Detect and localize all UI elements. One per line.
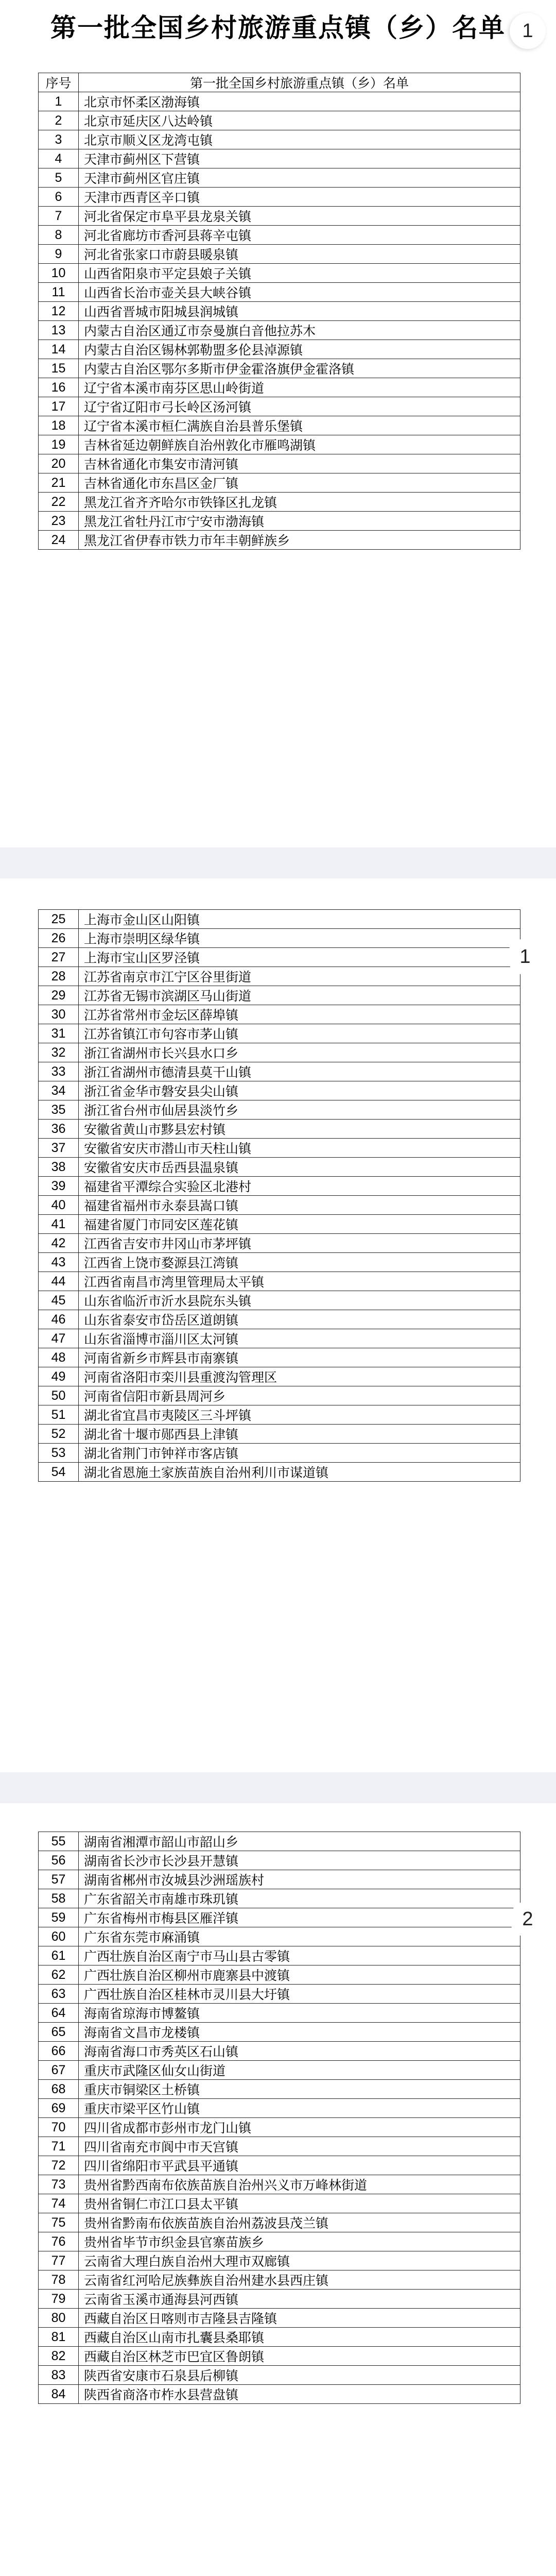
table-row <box>39 2347 520 2366</box>
row-number: 22 <box>39 493 79 512</box>
row-number: 16 <box>39 378 79 397</box>
table-row <box>39 1272 520 1291</box>
town-name: 湖北省宜昌市夷陵区三斗坪镇 <box>79 1405 520 1425</box>
table-row <box>39 1348 520 1367</box>
table-row <box>39 1927 520 1946</box>
table-row <box>39 1329 520 1348</box>
row-number: 30 <box>39 1005 79 1024</box>
table-row <box>39 321 520 340</box>
table-row <box>39 2175 520 2194</box>
table-row <box>39 2290 520 2309</box>
town-name: 陕西省安康市石泉县后柳镇 <box>79 2366 520 2385</box>
row-number: 24 <box>39 531 79 550</box>
town-name: 山东省淄博市淄川区太河镇 <box>79 1329 520 1348</box>
table-row <box>39 512 520 531</box>
town-name: 江西省吉安市井冈山市茅坪镇 <box>79 1234 520 1253</box>
town-name: 内蒙古自治区通辽市奈曼旗白音他拉苏木 <box>79 321 520 340</box>
table-row <box>39 1177 520 1196</box>
town-name: 贵州省毕节市织金县官寨苗族乡 <box>79 2232 520 2251</box>
table-row <box>39 359 520 378</box>
table-row <box>39 1253 520 1272</box>
town-name: 辽宁省辽阳市弓长岭区汤河镇 <box>79 397 520 416</box>
table-row <box>39 1851 520 1870</box>
table-row <box>39 1425 520 1444</box>
town-name: 北京市顺义区龙湾屯镇 <box>79 130 520 149</box>
row-number: 36 <box>39 1120 79 1139</box>
row-number: 79 <box>39 2290 79 2309</box>
row-number: 82 <box>39 2347 79 2366</box>
row-number: 67 <box>39 2061 79 2080</box>
town-name: 安徽省安庆市潜山市天柱山镇 <box>79 1139 520 1158</box>
row-number: 65 <box>39 2023 79 2042</box>
table-row <box>39 188 520 207</box>
town-name: 湖北省十堰市郧西县上津镇 <box>79 1425 520 1444</box>
row-number: 26 <box>39 929 79 948</box>
table-row <box>39 1215 520 1234</box>
row-number: 70 <box>39 2118 79 2137</box>
town-name: 广西壮族自治区柳州市鹿寨县中渡镇 <box>79 1965 520 1985</box>
document-page-1 <box>0 0 556 848</box>
row-number: 78 <box>39 2270 79 2290</box>
town-name: 湖北省恩施土家族苗族自治州利川市谋道镇 <box>79 1463 520 1482</box>
row-number: 69 <box>39 2099 79 2118</box>
row-number: 83 <box>39 2366 79 2385</box>
table-row <box>39 2270 520 2290</box>
row-number: 4 <box>39 149 79 168</box>
table-row <box>39 454 520 473</box>
town-name: 贵州省黔西南布依族苗族自治州兴义市万峰林街道 <box>79 2175 520 2194</box>
row-number: 58 <box>39 1889 79 1908</box>
town-name: 北京市延庆区八达岭镇 <box>79 111 520 130</box>
table-row <box>39 1291 520 1310</box>
town-name: 福建省平潭综合实验区北港村 <box>79 1177 520 1196</box>
table-row <box>39 2099 520 2118</box>
document-page-3 <box>0 1803 556 2576</box>
town-name: 山东省泰安市岱岳区道朗镇 <box>79 1310 520 1329</box>
town-name: 河南省信阳市新县周河乡 <box>79 1386 520 1405</box>
table-row <box>39 910 520 929</box>
table-row <box>39 948 520 967</box>
town-name: 广东省东莞市麻涌镇 <box>79 1927 520 1946</box>
row-number: 43 <box>39 1253 79 1272</box>
row-number: 7 <box>39 207 79 226</box>
row-number: 52 <box>39 1425 79 1444</box>
row-number: 34 <box>39 1081 79 1100</box>
town-name: 上海市金山区山阳镇 <box>79 910 520 929</box>
town-name: 广东省韶关市南雄市珠玑镇 <box>79 1889 520 1908</box>
row-number: 54 <box>39 1463 79 1482</box>
town-name: 吉林省通化市东昌区金厂镇 <box>79 473 520 493</box>
row-number: 61 <box>39 1946 79 1965</box>
town-name: 安徽省安庆市岳西县温泉镇 <box>79 1158 520 1177</box>
row-number: 35 <box>39 1100 79 1120</box>
town-name: 辽宁省本溪市桓仁满族自治县普乐堡镇 <box>79 416 520 435</box>
town-name: 云南省红河哈尼族彝族自治州建水县西庄镇 <box>79 2270 520 2290</box>
table-row <box>39 130 520 149</box>
row-number: 31 <box>39 1024 79 1043</box>
row-number: 41 <box>39 1215 79 1234</box>
town-name: 内蒙古自治区锡林郭勒盟多伦县淖源镇 <box>79 340 520 359</box>
town-name: 重庆市武隆区仙女山街道 <box>79 2061 520 2080</box>
table-row <box>39 340 520 359</box>
row-number: 11 <box>39 283 79 302</box>
town-name: 黑龙江省牡丹江市宁安市渤海镇 <box>79 512 520 531</box>
row-number: 56 <box>39 1851 79 1870</box>
row-number: 10 <box>39 264 79 283</box>
table-row <box>39 1158 520 1177</box>
table-row <box>39 92 520 111</box>
row-number: 39 <box>39 1177 79 1196</box>
row-number: 45 <box>39 1291 79 1310</box>
town-name: 吉林省通化市集安市清河镇 <box>79 454 520 473</box>
town-name: 浙江省金华市磐安县尖山镇 <box>79 1081 520 1100</box>
town-name: 江苏省无锡市滨湖区马山街道 <box>79 986 520 1005</box>
table-header-row <box>39 73 520 92</box>
row-number: 59 <box>39 1908 79 1927</box>
header-name: 第一批全国乡村旅游重点镇（乡）名单 <box>79 73 520 92</box>
row-number: 25 <box>39 910 79 929</box>
table-row <box>39 2366 520 2385</box>
town-name: 四川省南充市阆中市天宫镇 <box>79 2137 520 2156</box>
table-row <box>39 1310 520 1329</box>
town-name: 江苏省镇江市句容市茅山镇 <box>79 1024 520 1043</box>
town-name: 黑龙江省伊春市铁力市年丰朝鲜族乡 <box>79 531 520 550</box>
town-name: 山东省临沂市沂水县院东头镇 <box>79 1291 520 1310</box>
town-name: 山西省晋城市阳城县润城镇 <box>79 302 520 321</box>
town-name: 河南省洛阳市栾川县重渡沟管理区 <box>79 1367 520 1386</box>
table-row <box>39 149 520 168</box>
table-row <box>39 2042 520 2061</box>
row-number: 40 <box>39 1196 79 1215</box>
town-name: 重庆市梁平区竹山镇 <box>79 2099 520 2118</box>
town-name: 贵州省铜仁市江口县太平镇 <box>79 2194 520 2213</box>
town-name: 海南省海口市秀英区石山镇 <box>79 2042 520 2061</box>
town-name: 内蒙古自治区鄂尔多斯市伊金霍洛旗伊金霍洛镇 <box>79 359 520 378</box>
table-row <box>39 378 520 397</box>
table-row <box>39 1100 520 1120</box>
table-row <box>39 302 520 321</box>
row-number: 77 <box>39 2251 79 2270</box>
town-name: 河北省张家口市蔚县暖泉镇 <box>79 245 520 264</box>
table-row <box>39 1120 520 1139</box>
table-row <box>39 1908 520 1927</box>
town-name: 湖南省郴州市汝城县沙洲瑶族村 <box>79 1870 520 1889</box>
town-name: 云南省大理白族自治州大理市双廊镇 <box>79 2251 520 2270</box>
row-number: 19 <box>39 435 79 454</box>
town-name: 山西省长治市壶关县大峡谷镇 <box>79 283 520 302</box>
town-name: 江西省上饶市婺源县江湾镇 <box>79 1253 520 1272</box>
row-number: 62 <box>39 1965 79 1985</box>
town-name: 天津市蓟州区下营镇 <box>79 149 520 168</box>
town-list-table-1 <box>38 73 520 550</box>
table-row <box>39 531 520 550</box>
row-number: 50 <box>39 1386 79 1405</box>
table-row <box>39 416 520 435</box>
document-page-2 <box>0 878 556 1772</box>
table-row <box>39 264 520 283</box>
town-name: 福建省厦门市同安区莲花镇 <box>79 1215 520 1234</box>
row-number: 71 <box>39 2137 79 2156</box>
town-name: 湖南省湘潭市韶山市韶山乡 <box>79 1832 520 1851</box>
table-row <box>39 1405 520 1425</box>
town-name: 河北省廊坊市香河县蒋辛屯镇 <box>79 226 520 245</box>
town-name: 湖北省荆门市钟祥市客店镇 <box>79 1444 520 1463</box>
table-row <box>39 1139 520 1158</box>
row-number: 49 <box>39 1367 79 1386</box>
town-name: 广西壮族自治区南宁市马山县古零镇 <box>79 1946 520 1965</box>
table-row <box>39 2251 520 2270</box>
table-row <box>39 2213 520 2232</box>
town-name: 广东省梅州市梅县区雁洋镇 <box>79 1908 520 1927</box>
table-row <box>39 1367 520 1386</box>
table-row <box>39 1386 520 1405</box>
table-row <box>39 1005 520 1024</box>
row-number: 68 <box>39 2080 79 2099</box>
row-number: 12 <box>39 302 79 321</box>
table-row <box>39 1985 520 2004</box>
town-name: 上海市崇明区绿华镇 <box>79 929 520 948</box>
row-number: 72 <box>39 2156 79 2175</box>
town-name: 吉林省延边朝鲜族自治州敦化市雁鸣湖镇 <box>79 435 520 454</box>
table-row <box>39 2080 520 2099</box>
table-row <box>39 2023 520 2042</box>
town-list-table-2 <box>38 909 520 1482</box>
town-name: 浙江省台州市仙居县淡竹乡 <box>79 1100 520 1120</box>
table-row <box>39 2156 520 2175</box>
row-number: 2 <box>39 111 79 130</box>
row-number: 80 <box>39 2309 79 2328</box>
page-marker-3: 2 <box>510 1901 546 1937</box>
town-name: 陕西省商洛市柞水县营盘镇 <box>79 2385 520 2404</box>
town-name: 北京市怀柔区渤海镇 <box>79 92 520 111</box>
table-row <box>39 2004 520 2023</box>
table-row <box>39 2232 520 2251</box>
row-number: 9 <box>39 245 79 264</box>
row-number: 76 <box>39 2232 79 2251</box>
header-number: 序号 <box>39 73 79 92</box>
town-name: 四川省成都市彭州市龙门山镇 <box>79 2118 520 2137</box>
row-number: 21 <box>39 473 79 493</box>
town-name: 贵州省黔南布依族苗族自治州荔波县茂兰镇 <box>79 2213 520 2232</box>
town-name: 云南省玉溪市通海县河西镇 <box>79 2290 520 2309</box>
table-row <box>39 2328 520 2347</box>
table-row <box>39 1463 520 1482</box>
town-name: 广西壮族自治区桂林市灵川县大圩镇 <box>79 1985 520 2004</box>
town-name: 湖南省长沙市长沙县开慧镇 <box>79 1851 520 1870</box>
table-row <box>39 226 520 245</box>
row-number: 28 <box>39 967 79 986</box>
town-name: 河北省保定市阜平县龙泉关镇 <box>79 207 520 226</box>
row-number: 60 <box>39 1927 79 1946</box>
town-name: 江苏省南京市江宁区谷里街道 <box>79 967 520 986</box>
page-marker-2: 1 <box>507 939 543 975</box>
row-number: 64 <box>39 2004 79 2023</box>
town-name: 山西省阳泉市平定县娘子关镇 <box>79 264 520 283</box>
table-row <box>39 2194 520 2213</box>
table-row <box>39 967 520 986</box>
row-number: 20 <box>39 454 79 473</box>
table-row <box>39 283 520 302</box>
town-name: 江苏省常州市金坛区薛埠镇 <box>79 1005 520 1024</box>
row-number: 73 <box>39 2175 79 2194</box>
table-row <box>39 435 520 454</box>
town-name: 福建省福州市永泰县嵩口镇 <box>79 1196 520 1215</box>
row-number: 48 <box>39 1348 79 1367</box>
table-row <box>39 245 520 264</box>
row-number: 55 <box>39 1832 79 1851</box>
row-number: 53 <box>39 1444 79 1463</box>
row-number: 46 <box>39 1310 79 1329</box>
table-row <box>39 1444 520 1463</box>
table-row <box>39 2137 520 2156</box>
town-name: 天津市西青区辛口镇 <box>79 188 520 207</box>
row-number: 29 <box>39 986 79 1005</box>
town-name: 辽宁省本溪市南芬区思山岭街道 <box>79 378 520 397</box>
town-name: 黑龙江省齐齐哈尔市铁锋区扎龙镇 <box>79 493 520 512</box>
row-number: 1 <box>39 92 79 111</box>
table-row <box>39 2061 520 2080</box>
table-row <box>39 2118 520 2137</box>
row-number: 44 <box>39 1272 79 1291</box>
town-name: 天津市蓟州区官庄镇 <box>79 168 520 188</box>
town-name: 四川省绵阳市平武县平通镇 <box>79 2156 520 2175</box>
row-number: 66 <box>39 2042 79 2061</box>
row-number: 14 <box>39 340 79 359</box>
row-number: 33 <box>39 1062 79 1081</box>
document-title: 第一批全国乡村旅游重点镇（乡）名单 <box>50 13 506 43</box>
town-name: 西藏自治区林芝市巴宜区鲁朗镇 <box>79 2347 520 2366</box>
table-row <box>39 2385 520 2404</box>
town-name: 河南省新乡市辉县市南寨镇 <box>79 1348 520 1367</box>
table-row <box>39 1832 520 1851</box>
row-number: 8 <box>39 226 79 245</box>
table-row <box>39 1062 520 1081</box>
table-row <box>39 207 520 226</box>
table-row <box>39 1081 520 1100</box>
row-number: 84 <box>39 2385 79 2404</box>
row-number: 74 <box>39 2194 79 2213</box>
row-number: 37 <box>39 1139 79 1158</box>
table-row <box>39 986 520 1005</box>
row-number: 63 <box>39 1985 79 2004</box>
table-row <box>39 168 520 188</box>
row-number: 23 <box>39 512 79 531</box>
row-number: 13 <box>39 321 79 340</box>
town-name: 西藏自治区日喀则市吉隆县吉隆镇 <box>79 2309 520 2328</box>
town-name: 浙江省湖州市德清县莫干山镇 <box>79 1062 520 1081</box>
table-row <box>39 111 520 130</box>
table-row <box>39 1946 520 1965</box>
town-name: 重庆市铜梁区土桥镇 <box>79 2080 520 2099</box>
town-name: 海南省琼海市博鳌镇 <box>79 2004 520 2023</box>
table-row <box>39 493 520 512</box>
town-list-table-3 <box>38 1832 520 2404</box>
page-marker-1: 1 <box>510 13 546 49</box>
row-number: 27 <box>39 948 79 967</box>
table-row <box>39 1870 520 1889</box>
row-number: 15 <box>39 359 79 378</box>
row-number: 47 <box>39 1329 79 1348</box>
row-number: 75 <box>39 2213 79 2232</box>
table-row <box>39 473 520 493</box>
town-name: 西藏自治区山南市扎囊县桑耶镇 <box>79 2328 520 2347</box>
table-row <box>39 1043 520 1062</box>
row-number: 6 <box>39 188 79 207</box>
row-number: 3 <box>39 130 79 149</box>
table-row <box>39 1196 520 1215</box>
town-name: 浙江省湖州市长兴县水口乡 <box>79 1043 520 1062</box>
table-row <box>39 929 520 948</box>
row-number: 18 <box>39 416 79 435</box>
town-name: 海南省文昌市龙楼镇 <box>79 2023 520 2042</box>
town-name: 江西省南昌市湾里管理局太平镇 <box>79 1272 520 1291</box>
row-number: 5 <box>39 168 79 188</box>
row-number: 38 <box>39 1158 79 1177</box>
table-row <box>39 2309 520 2328</box>
table-row <box>39 1965 520 1985</box>
row-number: 57 <box>39 1870 79 1889</box>
town-name: 安徽省黄山市黟县宏村镇 <box>79 1120 520 1139</box>
row-number: 17 <box>39 397 79 416</box>
row-number: 51 <box>39 1405 79 1425</box>
row-number: 32 <box>39 1043 79 1062</box>
town-name: 上海市宝山区罗泾镇 <box>79 948 520 967</box>
table-row <box>39 1234 520 1253</box>
row-number: 42 <box>39 1234 79 1253</box>
table-row <box>39 397 520 416</box>
row-number: 81 <box>39 2328 79 2347</box>
table-row <box>39 1889 520 1908</box>
table-row <box>39 1024 520 1043</box>
